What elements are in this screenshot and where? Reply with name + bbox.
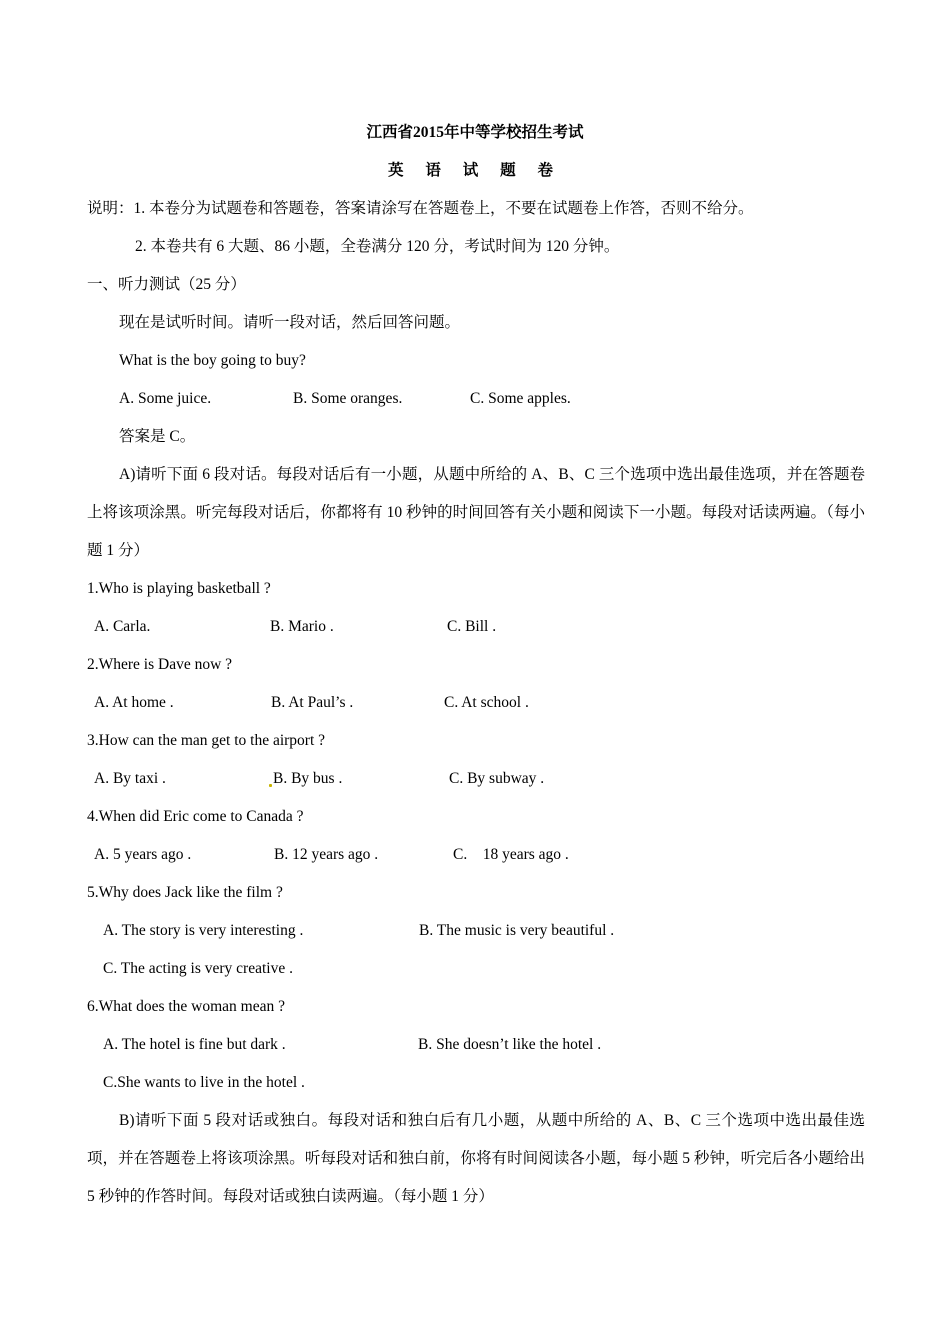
q1-option-b: B. Mario . [270, 618, 334, 635]
q6-option-c: C.She wants to live in the hotel . [103, 1074, 305, 1091]
q5-option-a: A. The story is very interesting . [103, 922, 304, 939]
q3-option-a: A. By taxi . [94, 770, 166, 787]
part-a-instructions: A)请听下面 6 段对话。每段对话后有一小题，从题中所给的 A、B、C 三个选项中选出最佳选项，并在答题卷上将该项涂黑。听完每段对话后，你都将有 10 秒钟的时间回答有关小题和阅读下一小题。每段对话读两遍。（每小题 1 分） [87, 466, 865, 559]
exam-title: 江西省2015年中等学校招生考试 [366, 124, 584, 141]
trial-question: What is the boy going to buy? [119, 352, 306, 369]
trial-option-b: B. Some oranges. [293, 390, 403, 407]
q3-option-b: B. By bus . [273, 770, 343, 787]
stray-mark [269, 784, 272, 787]
q6-option-b: B. She doesn’t like the hotel . [418, 1036, 602, 1053]
question-2: 2.Where is Dave now ? [87, 656, 233, 673]
q5-option-b: B. The music is very beautiful . [419, 922, 615, 939]
q4-option-b: B. 12 years ago . [274, 846, 379, 863]
trial-answer: 答案是 C。 [119, 428, 196, 445]
q3-option-c: C. By subway . [449, 770, 545, 787]
instruction-line-1: 说明：1. 本卷分为试题卷和答题卷，答案请涂写在答题卷上，不要在试题卷上作答，否则不给分。 [87, 200, 754, 217]
q6-option-a: A. The hotel is fine but dark . [103, 1036, 286, 1053]
q1-option-a: A. Carla. [94, 618, 151, 635]
trial-intro: 现在是试听时间。请听一段对话，然后回答问题。 [119, 314, 461, 331]
trial-option-a: A. Some juice. [119, 390, 212, 407]
trial-option-c: C. Some apples. [470, 390, 571, 407]
question-3: 3.How can the man get to the airport ? [87, 732, 326, 749]
exam-subtitle: 英 语 试 题 卷 [387, 162, 562, 179]
q5-option-c: C. The acting is very creative . [103, 960, 293, 977]
question-4: 4.When did Eric come to Canada ? [87, 808, 304, 825]
question-5: 5.Why does Jack like the film ? [87, 884, 283, 901]
q2-option-a: A. At home . [94, 694, 174, 711]
q4-option-a: A. 5 years ago . [94, 846, 192, 863]
q4-option-c: C. 18 years ago . [453, 846, 569, 863]
q2-option-b: B. At Paul’s . [271, 694, 354, 711]
question-6: 6.What does the woman mean ? [87, 998, 285, 1015]
part-b-instructions: B)请听下面 5 段对话或独白。每段对话和独白后有几小题，从题中所给的 A、B、C 三个选项中选出最佳选项，并在答题卷上将该项涂黑。听每段对话和独白前，你将有时间阅读各小题，每小题 5 秒钟，听完后各小题给出 5 秒钟的作答时间。每段对话或独白读两遍。（每小题 1 分） [87, 1112, 865, 1205]
q2-option-c: C. At school . [444, 694, 529, 711]
instruction-line-2: 2. 本卷共有 6 大题、86 小题，全卷满分 120 分，考试时间为 120 分钟。 [135, 238, 620, 255]
question-1: 1.Who is playing basketball ? [87, 580, 271, 597]
section-title: 一、听力测试（25 分） [87, 276, 246, 293]
q1-option-c: C. Bill . [447, 618, 497, 635]
